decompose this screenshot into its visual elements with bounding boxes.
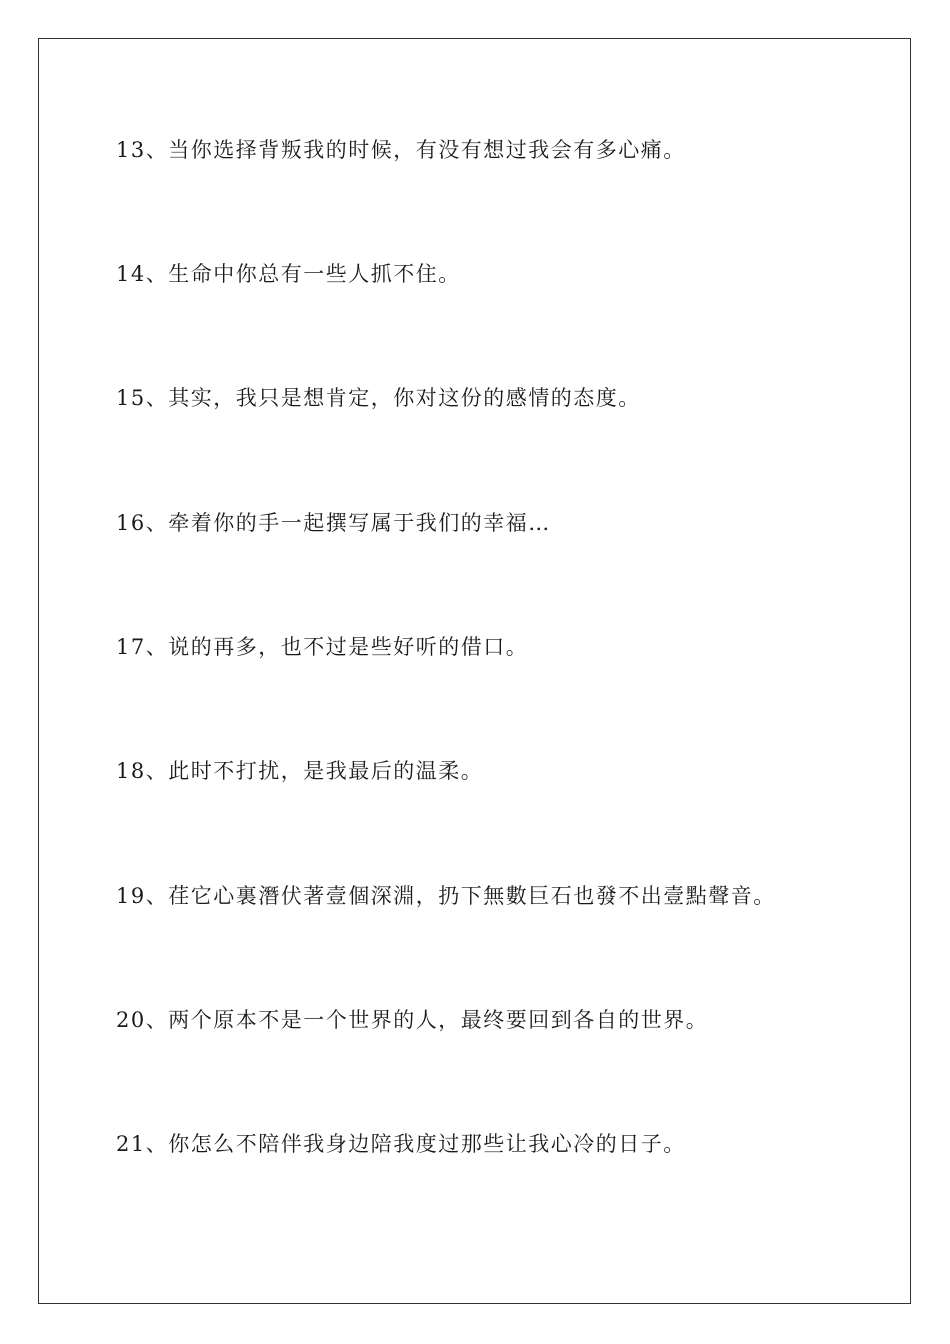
list-item: 13、当你选择背叛我的时候，有没有想过我会有多心痛。 — [116, 138, 686, 162]
list-item: 19、荏它心裏潛伏著壹個深淵，扔下無數巨石也發不出壹點聲音。 — [116, 884, 776, 908]
list-item: 21、你怎么不陪伴我身边陪我度过那些让我心冷的日子。 — [116, 1132, 686, 1156]
list-item: 18、此时不打扰，是我最后的温柔。 — [116, 759, 484, 783]
list-item: 14、生命中你总有一些人抓不住。 — [116, 262, 461, 286]
list-item: 16、牵着你的手一起撰写属于我们的幸福… — [116, 511, 551, 535]
list-item: 17、说的再多，也不过是些好听的借口。 — [116, 635, 529, 659]
page-border — [38, 38, 911, 1304]
list-item: 20、两个原本不是一个世界的人，最终要回到各自的世界。 — [116, 1008, 709, 1032]
list-item: 15、其实，我只是想肯定，你对这份的感情的态度。 — [116, 386, 641, 410]
